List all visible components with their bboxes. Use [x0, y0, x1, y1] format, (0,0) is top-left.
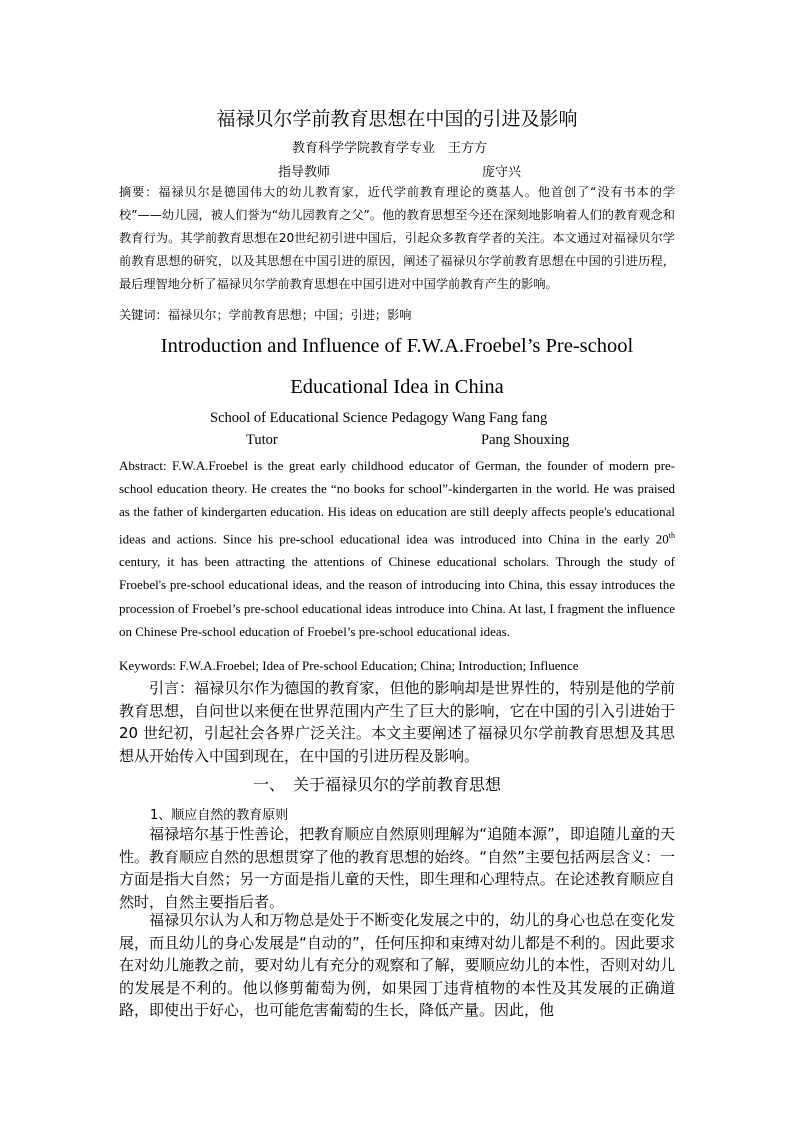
english-abstract-text-2: century, it has been attracting the attentions of Chinese educational scholars. Through the study of Froebel's pre-school educational ideas, and the reason of introducing into China, this essay introduces the procession of Froebel’s pre-school educational ideas introduce into China. At last, I fragment the influence on Chinese Pre-school education of Froebel’s pre-school educational ideas.: [119, 554, 675, 639]
chinese-abstract-label: 摘要：: [119, 185, 159, 199]
chinese-keywords-text: 福禄贝尔；学前教育思想；中国；引进；影响: [167, 308, 412, 322]
subsection-1-heading: 1、顺应自然的教育原则: [150, 808, 289, 823]
chinese-keywords: [119, 306, 412, 323]
english-abstract-label: Abstract:: [119, 458, 167, 473]
english-keywords-text: F.W.A.Froebel; Idea of Pre-school Education; China; Introduction; Influence: [176, 658, 579, 673]
english-tutor-label: Tutor: [246, 432, 278, 448]
chinese-tutor-name: 庞守兴: [482, 165, 522, 180]
english-tutor-name: Pang Shouxing: [481, 432, 570, 448]
english-title-line-1: Introduction and Influence of F.W.A.Froebel’s Pre-school: [160, 335, 634, 357]
english-abstract-superscript: th: [668, 530, 675, 540]
english-abstract-text-1: F.W.A.Froebel is the great early childhood educator of German, the founder of modern pre-school education theory. He creates the “no books for school”-kindergarten in the world. He was praised as the father of kindergarten education. His ideas on education are still deeply affects people's educational ideas and actions. Since his pre-school educational idea was introduced into China in the early 20: [119, 458, 675, 546]
chinese-tutor-label: 指导教师: [278, 165, 331, 180]
section-1-heading: 一、 关于福禄贝尔的学前教育思想: [253, 775, 502, 794]
english-keywords: [119, 658, 579, 674]
english-keywords-label: Keywords:: [119, 658, 177, 673]
chinese-title: 福禄贝尔学前教育思想在中国的引进及影响: [216, 108, 578, 130]
chinese-abstract: [119, 181, 675, 296]
chinese-abstract-text: 福禄贝尔是德国伟大的幼儿教育家，近代学前教育理论的奠基人。他首创了“没有书本的学校”——幼儿园，被人们誉为“幼儿园教育之父”。他的教育思想至今还在深刻地影响着人们的教育观念和教育行为。其学前教育思想在20世纪初引进中国后，引起众多教育学者的关注。本文通过对福禄贝尔学前教育思想的研究，以及其思想在中国引进的原因，阐述了福禄贝尔学前教育思想在中国的引进历程，最后理智地分析了福禄贝尔学前教育思想在中国引进对中国学前教育产生的影响。: [119, 185, 675, 291]
chinese-author-line: 教育科学学院教育学专业 王方方: [292, 141, 488, 156]
introduction-text: 福禄贝尔作为德国的教育家，但他的影响却是世界性的，特别是他的学前教育思想，自问世以来便在世界范围内产生了巨大的影响，它在中国的引入引进始于20 世纪初，引起社会各界广泛关注。本文主要阐述了福禄贝尔学前教育思想及其思想从开始传入中国到现在，在中国的引进历程及影响。: [119, 679, 675, 765]
body-paragraph-1: 福禄培尔基于性善论，把教育顺应自然原则理解为“追随本源”，即追随儿童的天性。教育顺应自然的思想贯穿了他的教育思想的始终。“自然”主要包括两层含义：一方面是指大自然；另一方面是指儿童的天性，即生理和心理特点。在论述教育顺应自然时，自然主要指后者。: [119, 825, 675, 911]
chinese-keywords-label: 关键词：: [119, 308, 168, 322]
english-abstract: [119, 454, 675, 643]
introduction-paragraph: [119, 677, 675, 767]
introduction-label: 引言：: [149, 679, 195, 697]
english-author-line: School of Educational Science Pedagogy Wang Fang fang: [210, 410, 548, 426]
body-paragraph-2: 福禄贝尔认为人和万物总是处于不断变化发展之中的，幼儿的身心也总在变化发展，而且幼儿的身心发展是“自动的”，任何压抑和束缚对幼儿都是不利的。因此要求在对幼儿施教之前，要对幼儿有充分的观察和了解，要顺应幼儿的本性，否则对幼儿的发展是不利的。他以修剪葡萄为例，如果园丁违背植物的本性及其发展的正确道路，即使出于好心，也可能危害葡萄的生长，降低产量。因此，他: [119, 911, 675, 1020]
english-title-line-2: Educational Idea in China: [290, 376, 504, 398]
